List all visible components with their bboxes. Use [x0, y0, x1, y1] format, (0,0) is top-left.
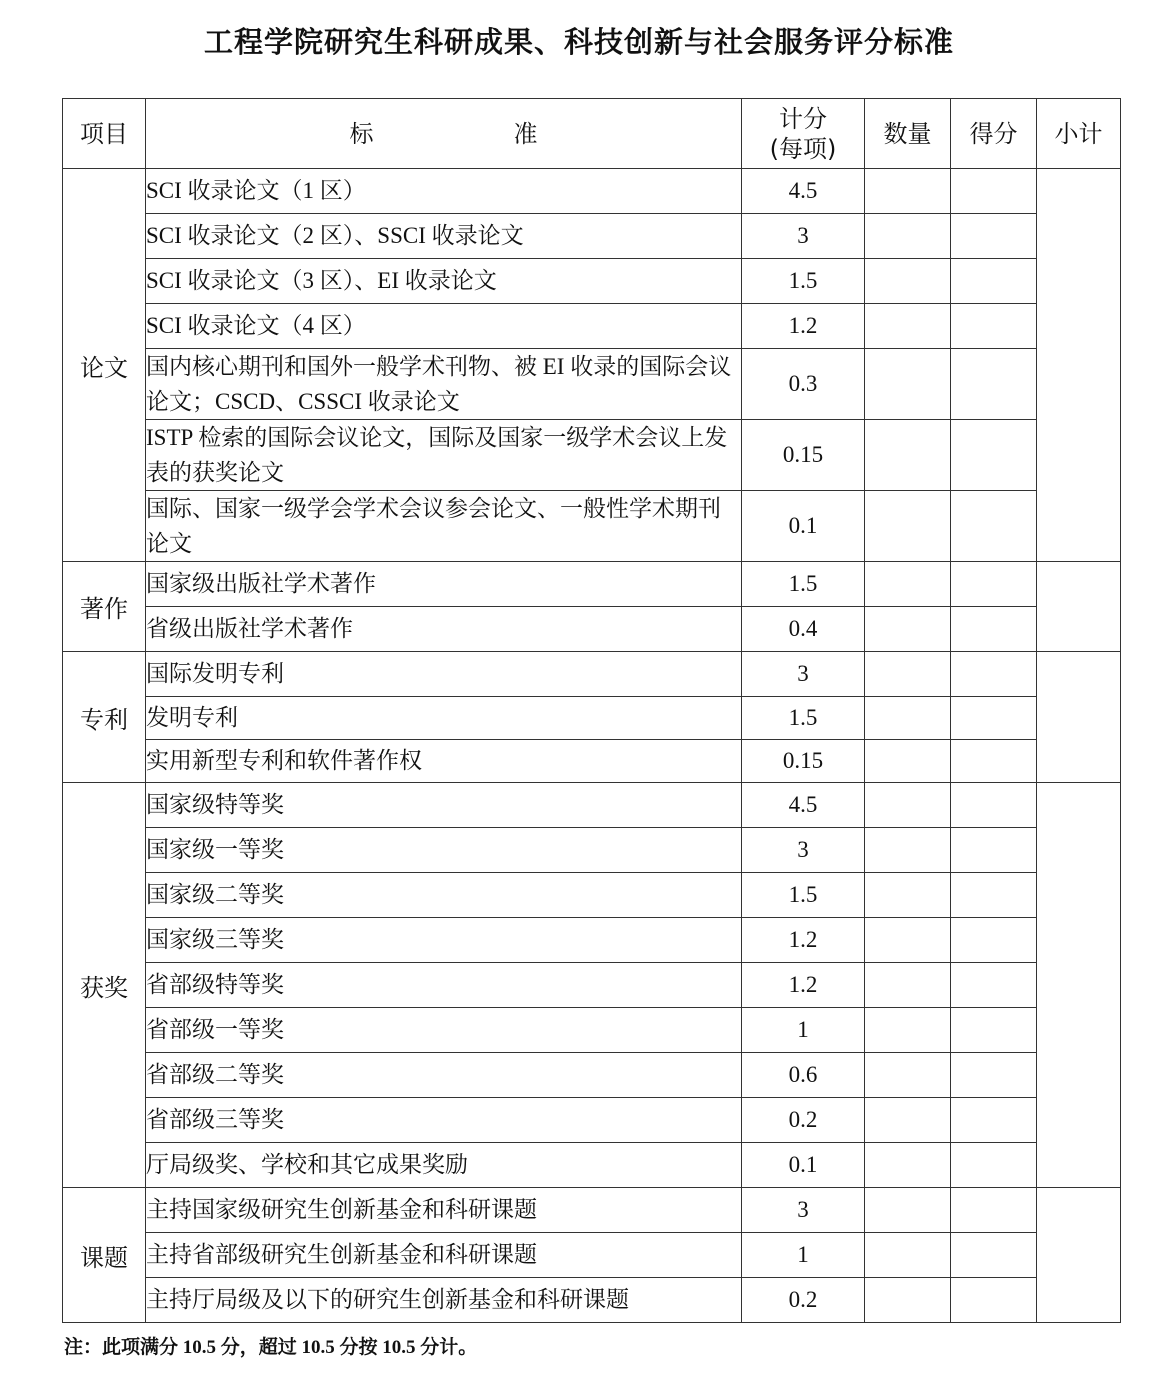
points-cell: 1.5: [742, 562, 865, 607]
table-row: [63, 420, 1121, 491]
standard-cell: 省级出版社学术著作: [146, 607, 742, 652]
category-cell: 论文: [63, 169, 146, 562]
header-points-line1: 计分: [779, 104, 827, 133]
standard-cell: 省部级二等奖: [146, 1053, 742, 1098]
points-cell: 4.5: [742, 783, 865, 828]
points-cell: 0.15: [742, 740, 865, 783]
points-cell: 0.3: [742, 349, 865, 420]
points-cell: 1: [742, 1233, 865, 1278]
points-cell: 1: [742, 1008, 865, 1053]
standard-cell: 国家级特等奖: [146, 783, 742, 828]
standard-cell: 省部级一等奖: [146, 1008, 742, 1053]
standard-cell: 国内核心期刊和国外一般学术刊物、被 EI 收录的国际会议论文；CSCD、CSSCI 收录论文: [146, 349, 742, 420]
table-row: [63, 1143, 1121, 1188]
quantity-cell[interactable]: [865, 259, 951, 304]
standard-cell: 主持省部级研究生创新基金和科研课题: [146, 1233, 742, 1278]
table-row: [63, 1188, 1121, 1233]
points-cell: 1.5: [742, 697, 865, 740]
quantity-cell[interactable]: [865, 697, 951, 740]
standard-cell: 国家级二等奖: [146, 873, 742, 918]
standard-cell: 国家级三等奖: [146, 918, 742, 963]
points-cell: 0.15: [742, 420, 865, 491]
score-cell[interactable]: [951, 259, 1037, 304]
quantity-cell[interactable]: [865, 420, 951, 491]
points-cell: 1.2: [742, 918, 865, 963]
score-cell[interactable]: [951, 214, 1037, 259]
score-cell[interactable]: [951, 491, 1037, 562]
score-cell[interactable]: [951, 697, 1037, 740]
subtotal-cell[interactable]: [1037, 562, 1121, 652]
points-cell: 0.1: [742, 1143, 865, 1188]
standard-cell: 主持厅局级及以下的研究生创新基金和科研课题: [146, 1278, 742, 1323]
quantity-cell[interactable]: [865, 652, 951, 697]
standard-cell: 省部级三等奖: [146, 1098, 742, 1143]
quantity-cell[interactable]: [865, 1188, 951, 1233]
points-cell: 3: [742, 214, 865, 259]
score-cell[interactable]: [951, 873, 1037, 918]
table-row: [63, 740, 1121, 783]
quantity-cell[interactable]: [865, 304, 951, 349]
points-cell: 0.6: [742, 1053, 865, 1098]
category-cell: 课题: [63, 1188, 146, 1323]
header-points-line2: (每项): [769, 134, 837, 163]
table-row: [63, 1008, 1121, 1053]
score-cell[interactable]: [951, 918, 1037, 963]
category-cell: 获奖: [63, 783, 146, 1188]
score-cell[interactable]: [951, 1278, 1037, 1323]
score-cell[interactable]: [951, 828, 1037, 873]
score-cell[interactable]: [951, 420, 1037, 491]
table-row: [63, 652, 1121, 697]
category-cell: 专利: [63, 652, 146, 783]
score-cell[interactable]: [951, 562, 1037, 607]
points-cell: 0.2: [742, 1098, 865, 1143]
points-cell: 0.2: [742, 1278, 865, 1323]
table-row: [63, 1278, 1121, 1323]
standard-cell: SCI 收录论文（1 区）: [146, 169, 742, 214]
quantity-cell[interactable]: [865, 1233, 951, 1278]
points-cell: 3: [742, 1188, 865, 1233]
quantity-cell[interactable]: [865, 918, 951, 963]
standard-cell: SCI 收录论文（4 区）: [146, 304, 742, 349]
standard-cell: SCI 收录论文（2 区）、SSCI 收录论文: [146, 214, 742, 259]
subtotal-cell[interactable]: [1037, 783, 1121, 1188]
header-standard-right: 准: [513, 119, 538, 148]
points-cell: 0.4: [742, 607, 865, 652]
quantity-cell[interactable]: [865, 963, 951, 1008]
subtotal-cell[interactable]: [1037, 169, 1121, 562]
header-score: 得分: [951, 99, 1037, 169]
quantity-cell[interactable]: [865, 1053, 951, 1098]
quantity-cell[interactable]: [865, 169, 951, 214]
points-cell: 4.5: [742, 169, 865, 214]
quantity-cell[interactable]: [865, 1278, 951, 1323]
table-row: [63, 562, 1121, 607]
score-cell[interactable]: [951, 1053, 1037, 1098]
points-cell: 1.5: [742, 259, 865, 304]
points-cell: 1.2: [742, 304, 865, 349]
header-standard-left: 标: [349, 119, 374, 148]
standard-cell: 国家级出版社学术著作: [146, 562, 742, 607]
standard-cell: 厅局级奖、学校和其它成果奖励: [146, 1143, 742, 1188]
quantity-cell[interactable]: [865, 214, 951, 259]
header-quantity: 数量: [865, 99, 951, 169]
footnote: 注：此项满分 10.5 分，超过 10.5 分按 10.5 分计。: [64, 1337, 478, 1358]
table-row: [63, 918, 1121, 963]
table-row: [63, 697, 1121, 740]
table-row: [63, 304, 1121, 349]
table-row: [63, 828, 1121, 873]
quantity-cell[interactable]: [865, 607, 951, 652]
standard-cell: 主持国家级研究生创新基金和科研课题: [146, 1188, 742, 1233]
table-row: [63, 1233, 1121, 1278]
score-cell[interactable]: [951, 1143, 1037, 1188]
quantity-cell[interactable]: [865, 873, 951, 918]
standard-cell: ISTP 检索的国际会议论文，国际及国家一级学术会议上发表的获奖论文: [146, 420, 742, 491]
table-row: [63, 873, 1121, 918]
quantity-cell[interactable]: [865, 491, 951, 562]
score-cell[interactable]: [951, 304, 1037, 349]
standard-cell: 省部级特等奖: [146, 963, 742, 1008]
header-points: [742, 99, 865, 169]
points-cell: 0.1: [742, 491, 865, 562]
header-standard: [146, 99, 742, 169]
table-row: [63, 214, 1121, 259]
table-row: [63, 963, 1121, 1008]
points-cell: 1.5: [742, 873, 865, 918]
quantity-cell[interactable]: [865, 1143, 951, 1188]
points-cell: 1.2: [742, 963, 865, 1008]
table-row: [63, 491, 1121, 562]
standard-cell: 发明专利: [146, 697, 742, 740]
score-cell[interactable]: [951, 349, 1037, 420]
score-cell[interactable]: [951, 1098, 1037, 1143]
score-cell[interactable]: [951, 169, 1037, 214]
subtotal-cell[interactable]: [1037, 652, 1121, 783]
quantity-cell[interactable]: [865, 740, 951, 783]
standard-cell: 国际发明专利: [146, 652, 742, 697]
quantity-cell[interactable]: [865, 1098, 951, 1143]
standard-cell: 国际、国家一级学会学术会议参会论文、一般性学术期刊论文: [146, 491, 742, 562]
table-row: [63, 259, 1121, 304]
scoring-table: [62, 98, 1121, 1323]
subtotal-cell[interactable]: [1037, 1188, 1121, 1323]
header-item: 项目: [63, 99, 146, 169]
header-row: [63, 99, 1121, 169]
document-title: 工程学院研究生科研成果、科技创新与社会服务评分标准: [203, 25, 954, 59]
standard-cell: 实用新型专利和软件著作权: [146, 740, 742, 783]
header-subtotal: 小计: [1037, 99, 1121, 169]
points-cell: 3: [742, 828, 865, 873]
table-row: [63, 349, 1121, 420]
table-row: [63, 169, 1121, 214]
standard-cell: 国家级一等奖: [146, 828, 742, 873]
table-row: [63, 607, 1121, 652]
score-cell[interactable]: [951, 740, 1037, 783]
score-cell[interactable]: [951, 963, 1037, 1008]
category-cell: 著作: [63, 562, 146, 652]
score-cell[interactable]: [951, 1233, 1037, 1278]
quantity-cell[interactable]: [865, 1008, 951, 1053]
points-cell: 3: [742, 652, 865, 697]
score-cell[interactable]: [951, 652, 1037, 697]
standard-cell: SCI 收录论文（3 区）、EI 收录论文: [146, 259, 742, 304]
quantity-cell[interactable]: [865, 783, 951, 828]
table-row: [63, 1053, 1121, 1098]
score-cell[interactable]: [951, 607, 1037, 652]
score-cell[interactable]: [951, 1188, 1037, 1233]
quantity-cell[interactable]: [865, 562, 951, 607]
score-cell[interactable]: [951, 1008, 1037, 1053]
quantity-cell[interactable]: [865, 349, 951, 420]
score-cell[interactable]: [951, 783, 1037, 828]
table-row: [63, 783, 1121, 828]
quantity-cell[interactable]: [865, 828, 951, 873]
table-row: [63, 1098, 1121, 1143]
